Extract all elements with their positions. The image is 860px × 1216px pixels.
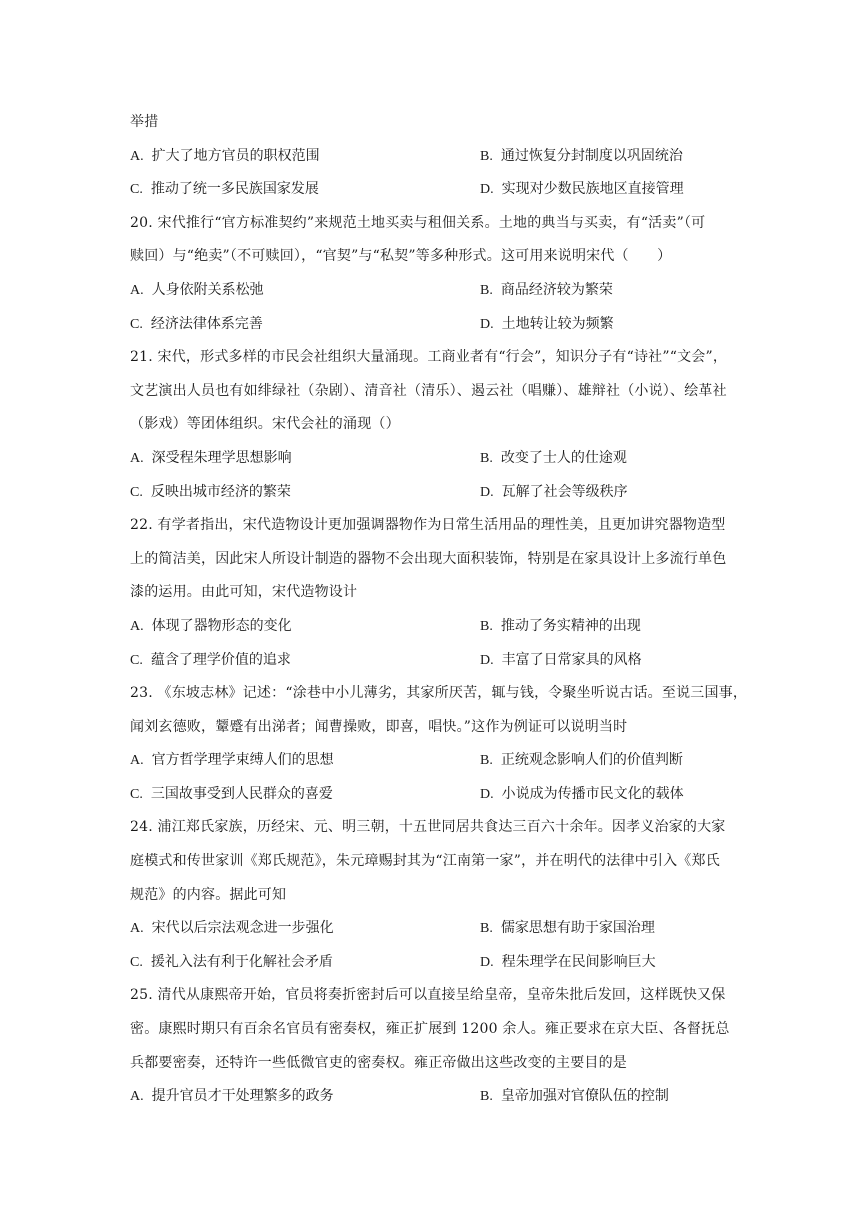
q21-option-d[interactable] [480, 476, 628, 510]
option-letter: B. [480, 450, 493, 466]
question-24-stem-line-1: 24. 浦江郑氏家族，历经宋、元、明三朝，十五世同居共食达三百六十余年。因孝义治家的大家 [130, 819, 726, 836]
option-text: 宋代以后宗法观念进一步强化 [151, 920, 334, 937]
option-text: 三国故事受到人民群众的喜爱 [150, 785, 333, 802]
option-letter: A. [130, 618, 144, 634]
q22-options-row-1 [130, 610, 770, 644]
question-21-stem-line-1: 21. 宋代，形式多样的市民会社组织大量涌现。工商业者有“行会”，知识分子有“诗社”“文会”， [130, 349, 728, 366]
q20-option-b[interactable] [480, 274, 613, 308]
question-23-stem-line-2: 闻刘玄德败，颦蹙有出涕者；闻曹操败，即喜，唱快。”这作为例证可以说明当时 [130, 718, 628, 735]
option-letter: A. [130, 921, 144, 937]
option-letter: D. [480, 316, 494, 332]
option-letter: D. [480, 786, 494, 802]
q19-option-a[interactable] [130, 140, 480, 174]
option-letter: C. [130, 484, 143, 500]
option-text: 实现对少数民族地区直接管理 [501, 181, 684, 198]
question-20-stem-line-1: 20. 宋代推行“官方标准契约”来规范土地买卖与租佃关系。土地的典当与买卖，有“活卖”（可 [130, 214, 706, 231]
option-text: 儒家思想有助于家国治理 [500, 920, 655, 937]
question-21-stem-line-2: 文艺演出人员也有如绯绿社（杂剧）、清音社（清乐）、遏云社（唱赚）、雄辩社（小说）、绘革社 [130, 382, 727, 399]
q25-option-b[interactable] [480, 1080, 669, 1114]
option-text: 丰富了日常家具的风格 [501, 651, 642, 668]
q22-option-d[interactable] [480, 644, 642, 678]
q20-option-c[interactable] [130, 308, 480, 342]
q23-option-c[interactable] [130, 778, 480, 812]
question-23-stem-line-1: 23. 《东坡志林》记述：“涂巷中小儿薄劣，其家所厌苦，辄与钱，令聚坐听说古话。至说三国事， [130, 685, 748, 702]
option-letter: B. [480, 1089, 493, 1105]
option-text: 土地转让较为频繁 [501, 315, 614, 332]
q21-options-row-2 [130, 476, 770, 510]
q25-option-a[interactable] [130, 1080, 480, 1114]
option-text: 蕴含了理学价值的追求 [150, 651, 291, 668]
q22-options-row-2 [130, 644, 770, 678]
q22-option-c[interactable] [130, 644, 480, 678]
option-letter: A. [130, 148, 144, 164]
q22-option-a[interactable] [130, 610, 480, 644]
option-text: 扩大了地方官员的职权范围 [151, 147, 320, 164]
option-letter: C. [130, 652, 143, 668]
q24-option-d[interactable] [480, 946, 656, 980]
q19-option-b[interactable] [480, 140, 683, 174]
q21-option-c[interactable] [130, 476, 480, 510]
question-20-stem-line-2: 赎回）与“绝卖”（不可赎回），“官契”与“私契”等多种形式。这可用来说明宋代（ ） [130, 248, 672, 265]
option-letter: A. [130, 753, 144, 769]
q24-option-c[interactable] [130, 946, 480, 980]
option-text: 程朱理学在民间影响巨大 [501, 953, 656, 970]
q24-options-row-2 [130, 946, 770, 980]
option-text: 推动了务实精神的出现 [500, 617, 641, 634]
option-text: 深受程朱理学思想影响 [151, 449, 292, 466]
q20-option-d[interactable] [480, 308, 614, 342]
option-text: 通过恢复分封制度以巩固统治 [500, 147, 683, 164]
question-22-stem-line-1: 22. 有学者指出，宋代造物设计更加强调器物作为日常生活用品的理性美，且更加讲究器物造型 [130, 517, 726, 534]
q21-option-a[interactable] [130, 442, 480, 476]
q19-options-row-1 [130, 140, 770, 174]
option-letter: C. [130, 316, 143, 332]
option-text: 商品经济较为繁荣 [500, 281, 613, 298]
option-text: 援礼入法有利于化解社会矛盾 [150, 953, 333, 970]
option-letter: D. [480, 484, 494, 500]
q23-option-a[interactable] [130, 744, 480, 778]
option-letter: B. [480, 921, 493, 937]
q19-option-c[interactable] [130, 173, 480, 207]
option-text: 经济法律体系完善 [150, 315, 263, 332]
exam-page [130, 106, 770, 1114]
q24-option-a[interactable] [130, 912, 480, 946]
question-21-stem-line-3: （影戏）等团体组织。宋代会社的涌现（） [130, 416, 400, 433]
question-24-stem-line-3: 规范》的内容。据此可知 [130, 886, 287, 903]
option-letter: A. [130, 450, 144, 466]
option-text: 瓦解了社会等级秩序 [501, 483, 628, 500]
question-22-stem-line-2: 上的简洁美，因此宋人所设计制造的器物不会出现大面积装饰，特别是在家具设计上多流行单色 [130, 550, 727, 567]
question-25-stem-line-3: 兵都要密奏，还特许一些低微官吏的密奏权。雍正帝做出这些改变的主要目的是 [130, 1054, 627, 1071]
option-text: 人身依附关系松弛 [151, 281, 264, 298]
question-25-stem-line-2: 密。康熙时期只有百余名官员有密奏权，雍正扩展到 1200 余人。雍正要求在京大臣、各督抚总 [130, 1021, 730, 1038]
option-text: 反映出城市经济的繁荣 [150, 483, 291, 500]
q21-options-row-1 [130, 442, 770, 476]
option-letter: C. [130, 182, 143, 198]
option-text: 提升官员才干处理繁多的政务 [151, 1088, 334, 1105]
q23-option-b[interactable] [480, 744, 683, 778]
option-letter: A. [130, 282, 144, 298]
q24-options-row-1 [130, 912, 770, 946]
option-letter: B. [480, 753, 493, 769]
option-letter: C. [130, 786, 143, 802]
q20-options-row-2 [130, 308, 770, 342]
q25-options-row-1 [130, 1080, 770, 1114]
question-24-stem-line-2: 庭模式和传世家训《郑氏规范》，朱元璋赐封其为“江南第一家”，并在明代的法律中引入《郑氏 [130, 853, 720, 870]
q19-option-d[interactable] [480, 173, 684, 207]
q20-option-a[interactable] [130, 274, 480, 308]
option-letter: C. [130, 954, 143, 970]
q20-options-row-1 [130, 274, 770, 308]
option-letter: D. [480, 182, 494, 198]
option-text: 推动了统一多民族国家发展 [150, 181, 319, 198]
option-letter: B. [480, 282, 493, 298]
q22-option-b[interactable] [480, 610, 641, 644]
option-letter: D. [480, 954, 494, 970]
option-text: 体现了器物形态的变化 [151, 617, 292, 634]
lead-in-text: 举措 [130, 114, 159, 130]
option-text: 改变了士人的仕途观 [500, 449, 627, 466]
option-letter: D. [480, 652, 494, 668]
option-text: 皇帝加强对官僚队伍的控制 [500, 1088, 669, 1105]
option-text: 正统观念影响人们的价值判断 [500, 752, 683, 769]
option-letter: A. [130, 1089, 144, 1105]
option-text: 小说成为传播市民文化的载体 [501, 785, 684, 802]
option-text: 官方哲学理学束缚人们的思想 [151, 752, 334, 769]
question-25-stem-line-1: 25. 清代从康熙帝开始，官员将奏折密封后可以直接呈给皇帝，皇帝朱批后发回，这样既快又保 [130, 987, 726, 1004]
option-letter: B. [480, 148, 493, 164]
q23-options-row-2 [130, 778, 770, 812]
question-22-stem-line-3: 漆的运用。由此可知，宋代造物设计 [130, 584, 358, 601]
q21-option-b[interactable] [480, 442, 627, 476]
q23-options-row-1 [130, 744, 770, 778]
option-letter: B. [480, 618, 493, 634]
q23-option-d[interactable] [480, 778, 684, 812]
q24-option-b[interactable] [480, 912, 655, 946]
q19-options-row-2 [130, 173, 770, 207]
